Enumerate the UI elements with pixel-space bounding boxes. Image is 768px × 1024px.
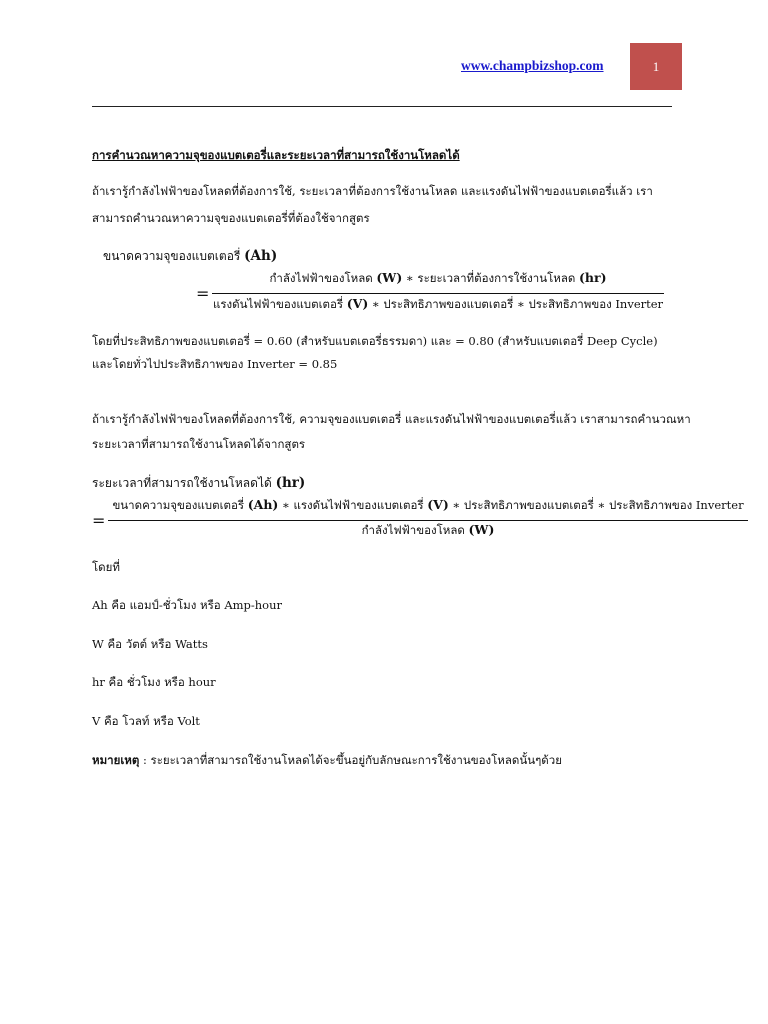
formula2-equals: = [92,511,106,530]
intro2-line2: ระยะเวลาที่สามารถใช้งานโหลดได้จากสูตร [92,437,306,451]
formula2-lhs-unit: (hr) [275,475,306,491]
page-number: 1 [652,58,660,74]
formula1-lhs-unit: (Ah) [244,248,278,264]
formula2-num-a: ขนาดความจุของแบตเตอรี่ [112,498,248,512]
formula1-numerator [212,270,664,288]
efficiency-note-line1: โดยที่ประสิทธิภาพของแบตเตอรี่ = 0.60 (สำหรับแบตเตอรี่ธรรมดา) และ = 0.80 (สำหรับแบตเตอรี่ Deep Cycle) [92,334,658,348]
formula2-num-c: ∗ ประสิทธิภาพของแบตเตอรี่ ∗ ประสิทธิภาพของ Inverter [448,498,744,512]
formula1-lhs-text: ขนาดความจุของแบตเตอรี่ [103,249,245,263]
formula2-lhs [92,474,305,493]
intro2-line1: ถ้าเรารู้กำลังไฟฟ้าของโหลดที่ต้องการใช้, ความจุของแบตเตอรี่ และแรงดันไฟฟ้าของแบตเตอรี่แล้ว เราสามารถคำนวณหา [92,412,691,426]
formula2-num-b: ∗ แรงดันไฟฟ้าของแบตเตอรี่ [278,498,428,512]
formula1-denominator [212,296,664,314]
header-divider [92,106,672,107]
formula1-den-a: แรงดันไฟฟ้าของแบตเตอรี่ [212,297,347,311]
formula2-den-a: กำลังไฟฟ้าของโหลด [361,523,469,537]
remark [92,752,562,770]
formula1-num-b-unit: (hr) [579,270,607,285]
efficiency-note-line2: และโดยทั่วไปประสิทธิภาพของ Inverter = 0.85 [92,357,338,371]
formula2-lhs-text: ระยะเวลาที่สามารถใช้งานโหลดได้ [92,476,276,490]
formula2-numerator [108,497,748,515]
formula1-fraction-bar [212,293,664,294]
formula1-num-a: กำลังไฟฟ้าของโหลด [269,271,377,285]
site-link[interactable]: www.champbizshop.com [461,58,604,73]
definition-ah: Ah คือ แอมป์-ชั่วโมง หรือ Amp-hour [92,598,283,612]
formula1-num-a-unit: (W) [376,270,403,285]
formula1-den-a-unit: (V) [346,296,369,311]
definitions-where: โดยที่ [92,560,120,574]
formula2-denominator [108,522,748,540]
remark-text: : ระยะเวลาที่สามารถใช้งานโหลดได้จะขึ้นอยู่กับลักษณะการใช้งานของโหลดนั้นๆด้วย [139,753,562,767]
formula2-den-a-unit: (W) [468,522,495,537]
definition-hr: hr คือ ชั่วโมง หรือ hour [92,675,216,689]
document-title: การคำนวณหาความจุของแบตเตอรี่และระยะเวลาที่สามารถใช้งานโหลดได้ [92,148,460,162]
formula2-fraction-bar [108,520,748,521]
definition-v: V คือ โวลท์ หรือ Volt [92,714,200,728]
remark-label: หมายเหตุ [92,753,140,767]
formula1-den-b: ∗ ประสิทธิภาพของแบตเตอรี่ ∗ ประสิทธิภาพของ Inverter [368,297,664,311]
formula2-num-b-unit: (V) [427,497,449,512]
formula1-equals: = [196,284,210,303]
intro1-line2: สามารถคำนวณหาความจุของแบตเตอรี่ที่ต้องใช้จากสูตร [92,211,370,225]
definition-w: W คือ วัตต์ หรือ Watts [92,637,208,651]
intro1-line1: ถ้าเรารู้กำลังไฟฟ้าของโหลดที่ต้องการใช้, ระยะเวลาที่ต้องการใช้งานโหลด และแรงดันไฟฟ้าของแบตเตอรี่แล้ว เรา [92,184,653,198]
formula1-num-b: ∗ ระยะเวลาที่ต้องการใช้งานโหลด [402,271,580,285]
formula2-num-a-unit: (Ah) [247,497,279,512]
formula1-lhs [103,247,277,266]
page-number-badge [630,43,682,90]
